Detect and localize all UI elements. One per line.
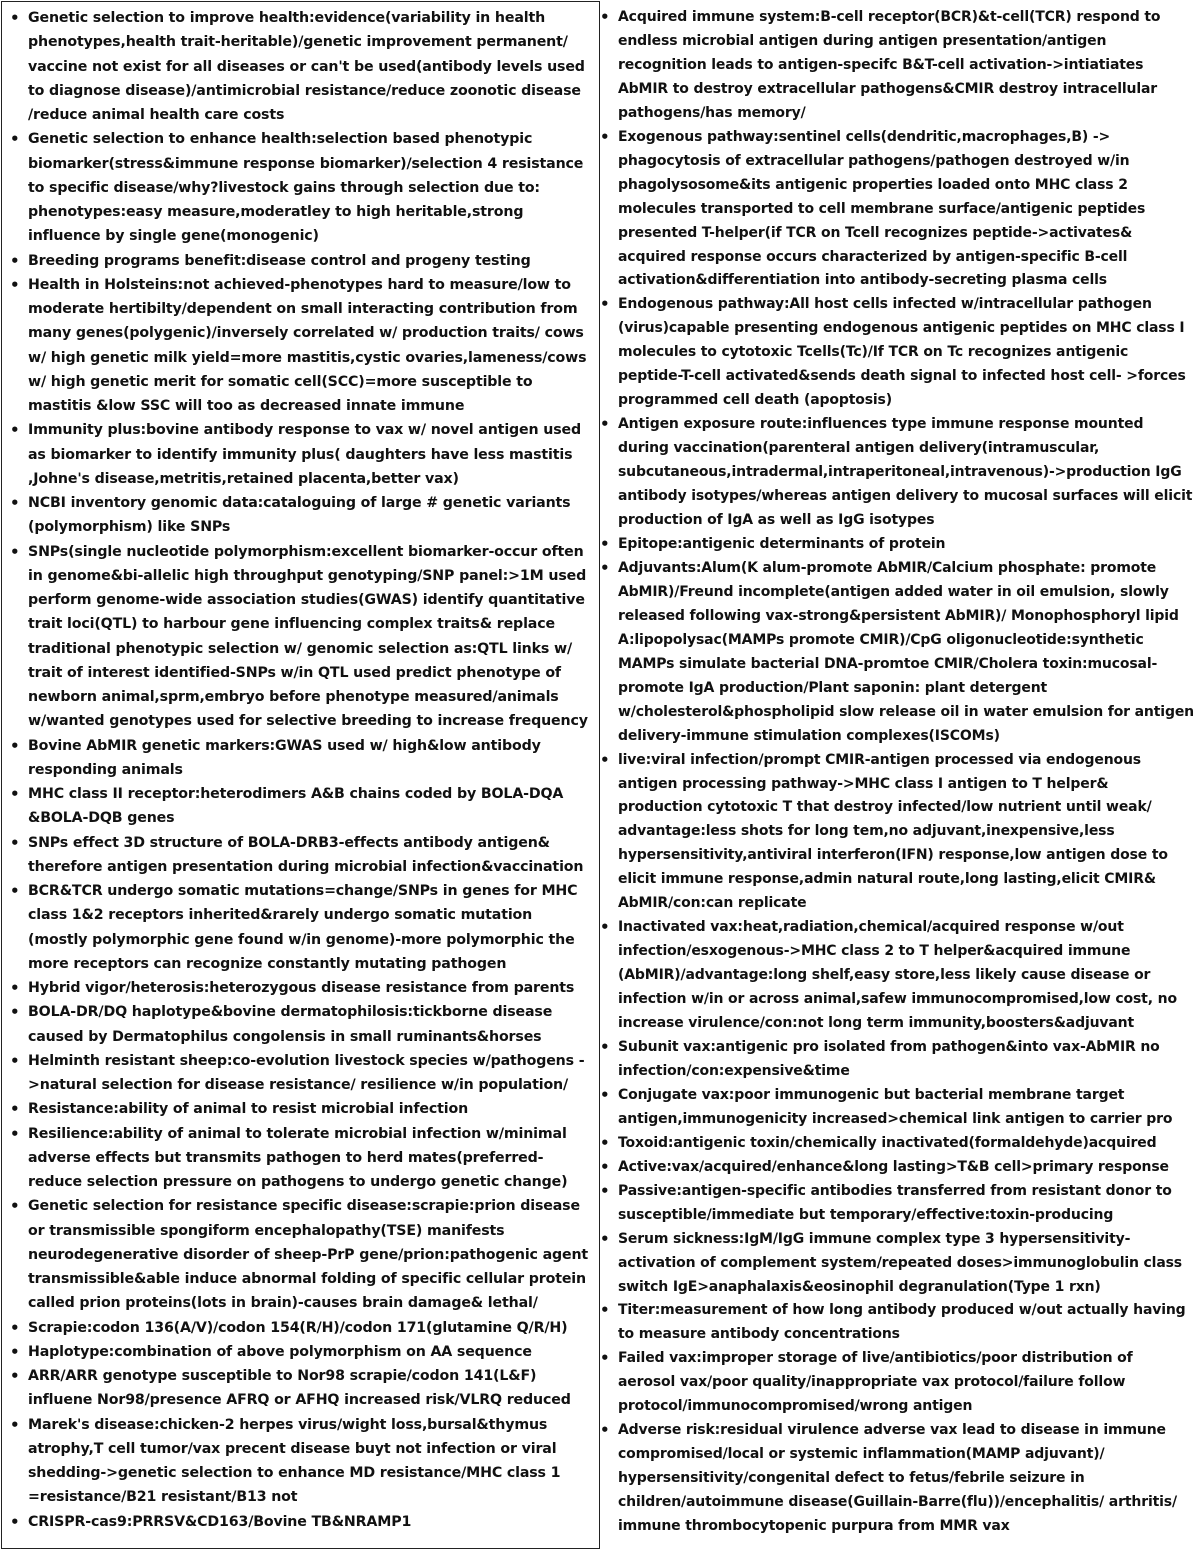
note-text: Hybrid vigor/heterosis:heterozygous disease resistance from parents bbox=[28, 980, 575, 996]
note-bullet bbox=[598, 6, 1194, 126]
note-text: Marek's disease:chicken-2 herpes virus/wight loss,bursal&thymus atrophy,T cell tumor/vax precent disease buyt not infection or viral shedding->genetic selection to enhance MD resistance/MHC class 1 =resistance/B21 resistant/B13 not bbox=[28, 1416, 561, 1506]
note-text: Helminth resistant sheep:co-evolution livestock species w/pathogens ->natural selection for disease resistance/ resilience w/in population/ bbox=[28, 1052, 585, 1093]
note-bullet bbox=[598, 293, 1194, 413]
note-text: CRISPR-cas9:PRRSV&CD163/Bovine TB&NRAMP1 bbox=[28, 1513, 412, 1530]
note-text: Subunit vax:antigenic pro isolated from pathogen&into vax-AbMIR no infection/con:expensive&time bbox=[618, 1038, 1160, 1079]
note-text: Inactivated vax:heat,radiation,chemical/acquired response w/out infection/esxogenous->MHC class 2 to T helper&acquired immune (AbMIR)/advantage:long shelf,easy store,less likely cause disease or infection w/in or across animal,safew immunocompromised,low cost, no increase virulence/con:not long term immunity,boosters&adjuvant bbox=[618, 919, 1177, 1032]
note-bullet bbox=[8, 249, 594, 273]
note-bullet bbox=[8, 1316, 594, 1340]
note-text: BOLA-DR/DQ haplotype&bovine dermatophilosis:tickborne disease caused by Dermatophilus congolensis in small ruminants&horses bbox=[28, 1004, 553, 1045]
note-bullet bbox=[8, 418, 594, 491]
note-bullet bbox=[598, 916, 1194, 1036]
note-text: Conjugate vax:poor immunogenic but bacterial membrane target antigen,immunogenicity increased>chemical link antigen to carrier pro bbox=[618, 1086, 1173, 1127]
note-bullet bbox=[8, 491, 594, 540]
note-bullet bbox=[598, 1132, 1194, 1156]
note-bullet bbox=[598, 533, 1194, 557]
note-text: Breeding programs benefit:disease control and progeny testing bbox=[28, 252, 531, 269]
note-text: ARR/ARR genotype susceptible to Nor98 scrapie/codon 141(L&F) influene Nor98/presence AFRQ or AFHQ increased risk/VLRQ reduced bbox=[28, 1368, 571, 1409]
note-bullet bbox=[8, 976, 594, 1000]
note-text: Adverse risk:residual virulence adverse vax lead to disease in immune compromised/local or systemic inflammation(MAMP adjuvant)/ hypersensitivity/congenital defect to fetus/febrile seizure in children/autoimmune disease(Guillain-Barre(flu))/encephalitis/ arthritis/ immune thrombocytopenic purpura from MMR vax bbox=[618, 1422, 1177, 1535]
note-text: Resilience:ability of animal to tolerate microbial infection w/minimal adverse effects but transmits pathogen to herd mates(preferred- reduce selection pressure on pathogens to undergo genetic change) bbox=[28, 1125, 568, 1190]
note-bullet bbox=[598, 126, 1194, 294]
note-bullet bbox=[598, 1419, 1194, 1539]
note-bullet bbox=[8, 1000, 594, 1049]
note-bullet bbox=[8, 1364, 594, 1413]
note-bullet bbox=[8, 831, 594, 880]
note-bullet bbox=[8, 734, 594, 783]
note-text: Immunity plus:bovine antibody response to vax w/ novel antigen used as biomarker to identify immunity plus( daughters have less mastitis ,Johne's disease,metritis,retained placenta,better vax) bbox=[28, 422, 581, 487]
left-column bbox=[8, 6, 594, 1534]
note-text: Genetic selection for resistance specific disease:scrapie:prion disease or transmissible spongiform encephalopathy(TSE) manifests neurodegenerative disorder of sheep-PrP gene/prion:pathogenic agent transmissible&able induce abnormal folding of specific cellular protein called prion proteins(lots in brain)-causes brain damage& lethal/ bbox=[28, 1198, 589, 1312]
note-bullet bbox=[8, 273, 594, 419]
note-text: Adjuvants:Alum(K alum-promote AbMIR/Calcium phosphate: promote AbMIR)/Freund incomplete(antigen added water in oil emulsion, slowly released following vax-strong&persistent AbMIR)/ Monophosphoryl lipid A:lipopolysac(MAMPs promote CMIR)/CpG oligonucleotide:synthetic MAMPs simulate bacterial DNA-promtoe CMIR/Cholera toxin:mucosal-promote IgA production/Plant saponin: plant detergent w/cholesterol&phospholipid slow release oil in water emulsion for antigen delivery-immune stimulation complexes(ISCOMs) bbox=[618, 559, 1194, 744]
note-text: Haplotype:combination of above polymorphism on AA sequence bbox=[28, 1343, 532, 1360]
note-bullet bbox=[8, 1122, 594, 1195]
note-bullet bbox=[8, 1049, 594, 1098]
note-text: Antigen exposure route:influences type immune response mounted during vaccination(parenteral antigen delivery(intramuscular, subcutaneous,intradermal,intraperitoneal,intravenous)->production IgG antibody isotypes/whereas antigen delivery to mucosal surfaces will elicit production of IgA as well as IgG isotypes bbox=[618, 416, 1193, 529]
note-text: Passive:antigen-specific antibodies transferred from resistant donor to susceptible/immediate but temporary/effective:toxin-producing bbox=[618, 1182, 1172, 1223]
note-text: Endogenous pathway:All host cells infected w/intracellular pathogen (virus)capable presenting endogenous antigenic peptides on MHC class I molecules to cytotoxic Tcells(Tc)/If TCR on Tc recognizes antigenic peptide-T-cell activated&sends death signal to infected host cell- >forces programmed cell death (apoptosis) bbox=[618, 296, 1186, 409]
note-text: Active:vax/acquired/enhance&long lasting>T&B cell>primary response bbox=[618, 1158, 1169, 1175]
note-text: live:viral infection/prompt CMIR-antigen processed via endogenous antigen processing pathway->MHC class I antigen to T helper& production cytotoxic T that destroy infected/low nutrient until weak/ advantage:less shots for long tem,no adjuvant,inexpensive,less hypersensitivity,antiviral interferon(IFN) response,low antigen dose to elicit immune response,admin natural route,long lasting,elicit CMIR& AbMIR/con:can replicate bbox=[618, 751, 1168, 912]
note-text: Titer:measurement of how long antibody produced w/out actually having to measure antibody concentrations bbox=[618, 1302, 1186, 1343]
note-bullet bbox=[8, 879, 594, 976]
note-bullet bbox=[8, 127, 594, 248]
note-text: Exogenous pathway:sentinel cells(dendritic,macrophages,B) -> phagocytosis of extracellular pathogens/pathogen destroyed w/in phagolysosome&its antigenic properties loaded onto MHC class 2 molecules transported to cell membrane surface/antigenic peptides presented T-helper(if TCR on Tcell recognizes peptide->activates& acquired response occurs characterized by antigen-specific B-cell activation&differentiation into antibody-secreting plasma cells bbox=[618, 128, 1146, 289]
note-text: NCBI inventory genomic data:cataloguing of large # genetic variants (polymorphism) like SNPs bbox=[28, 495, 571, 536]
note-bullet bbox=[8, 1340, 594, 1364]
note-text: Failed vax:improper storage of live/antibiotics/poor distribution of aerosol vax/poor quality/inappropriate vax protocol/failure follow protocol/immunocompromised/wrong antigen bbox=[618, 1350, 1133, 1415]
note-bullet bbox=[598, 1180, 1194, 1228]
note-text: Resistance:ability of animal to resist microbial infection bbox=[28, 1101, 469, 1118]
note-bullet bbox=[8, 1194, 594, 1315]
note-bullet bbox=[598, 1156, 1194, 1180]
note-text: Genetic selection to enhance health:selection based phenotypic biomarker(stress&immune response biomarker)/selection 4 resistance to specific disease/why?livestock gains through selection due to: phenotypes:easy measure,moderatley to high heritable,strong influence by single gene(monogenic) bbox=[28, 131, 584, 245]
note-text: SNPs(single nucleotide polymorphism:excellent biomarker-occur often in genome&bi-allelic high throughput genotyping/SNP panel:>1M used perform genome-wide association studies(GWAS) identify quantitative trait loci(QTL) to harbour gene influencing complex traits& replace traditional phenotypic selection w/ genomic selection as:QTL links w/ trait of interest identified-SNPs w/in QTL used predict phenotype of newborn animal,sprm,embryo before phenotype measured/animals w/wanted genotypes used for selective breeding to increase frequency bbox=[28, 543, 588, 730]
note-bullet bbox=[8, 1413, 594, 1510]
note-text: Toxoid:antigenic toxin/chemically inactivated(formaldehyde)acquired bbox=[618, 1134, 1157, 1151]
note-bullet bbox=[598, 1299, 1194, 1347]
note-text: BCR&TCR undergo somatic mutations=change/SNPs in genes for MHC class 1&2 receptors inherited&rarely undergo somatic mutation (mostly polymorphic gene found w/in genome)-more polymorphic the more receptors can recognize constantly mutating pathogen bbox=[28, 883, 578, 972]
note-text: Scrapie:codon 136(A/V)/codon 154(R/H)/codon 171(glutamine Q/R/H) bbox=[28, 1319, 568, 1336]
note-text: Acquired immune system:B-cell receptor(BCR)&t-cell(TCR) respond to endless microbial antigen during antigen presentation/antigen recognition leads to antigen-specifc B&T-cell activation->intiatiates AbMIR to destroy extracellular pathogens&CMIR destroy intracellular pathogens/has memory/ bbox=[618, 9, 1161, 121]
note-bullet bbox=[8, 782, 594, 831]
note-text: MHC class II receptor:heterodimers A&B chains coded by BOLA-DQA &BOLA-DQB genes bbox=[28, 786, 564, 827]
note-bullet bbox=[598, 749, 1194, 917]
note-bullet bbox=[8, 6, 594, 127]
note-text: Health in Holsteins:not achieved-phenotypes hard to measure/low to moderate hertibilty/dependent on small interacting contribution from many genes(polygenic)/inversely correlated w/ production traits/ cows w/ high genetic milk yield=more mastitis,cystic ovaries,lameness/cows w/ high genetic merit for somatic cell(SCC)=more susceptible to mastitis &low SSC will too as decreased innate immune bbox=[28, 276, 587, 414]
note-bullet bbox=[8, 1097, 594, 1121]
note-text: Epitope:antigenic determinants of protein bbox=[618, 535, 946, 552]
note-text: Serum sickness:IgM/IgG immune complex type 3 hypersensitivity- activation of complement system/repeated doses>immunoglobulin class switch IgE>anaphalaxis&eosinophil degranulation(Type 1 rxn) bbox=[618, 1230, 1182, 1295]
note-text: SNPs effect 3D structure of BOLA-DRB3-effects antibody antigen& therefore antigen presentation during microbial infection&vaccination bbox=[28, 834, 584, 875]
note-bullet bbox=[8, 540, 594, 734]
note-bullet bbox=[598, 1347, 1194, 1419]
note-bullet bbox=[8, 1510, 594, 1534]
note-bullet bbox=[598, 557, 1194, 749]
right-column bbox=[598, 6, 1194, 1539]
note-text: Bovine AbMIR genetic markers:GWAS used w/ high&low antibody responding animals bbox=[28, 737, 541, 778]
note-bullet bbox=[598, 1036, 1194, 1084]
note-bullet bbox=[598, 413, 1194, 533]
note-text: Genetic selection to improve health:evidence(variability in health phenotypes,health trait-heritable)/genetic improvement permanent/ vaccine not exist for all diseases or can't be used(antibody levels used to diagnose disease)/antimicrobial resistance/reduce zoonotic disease /reduce animal health care costs bbox=[28, 10, 585, 123]
note-bullet bbox=[598, 1228, 1194, 1300]
note-bullet bbox=[598, 1084, 1194, 1132]
